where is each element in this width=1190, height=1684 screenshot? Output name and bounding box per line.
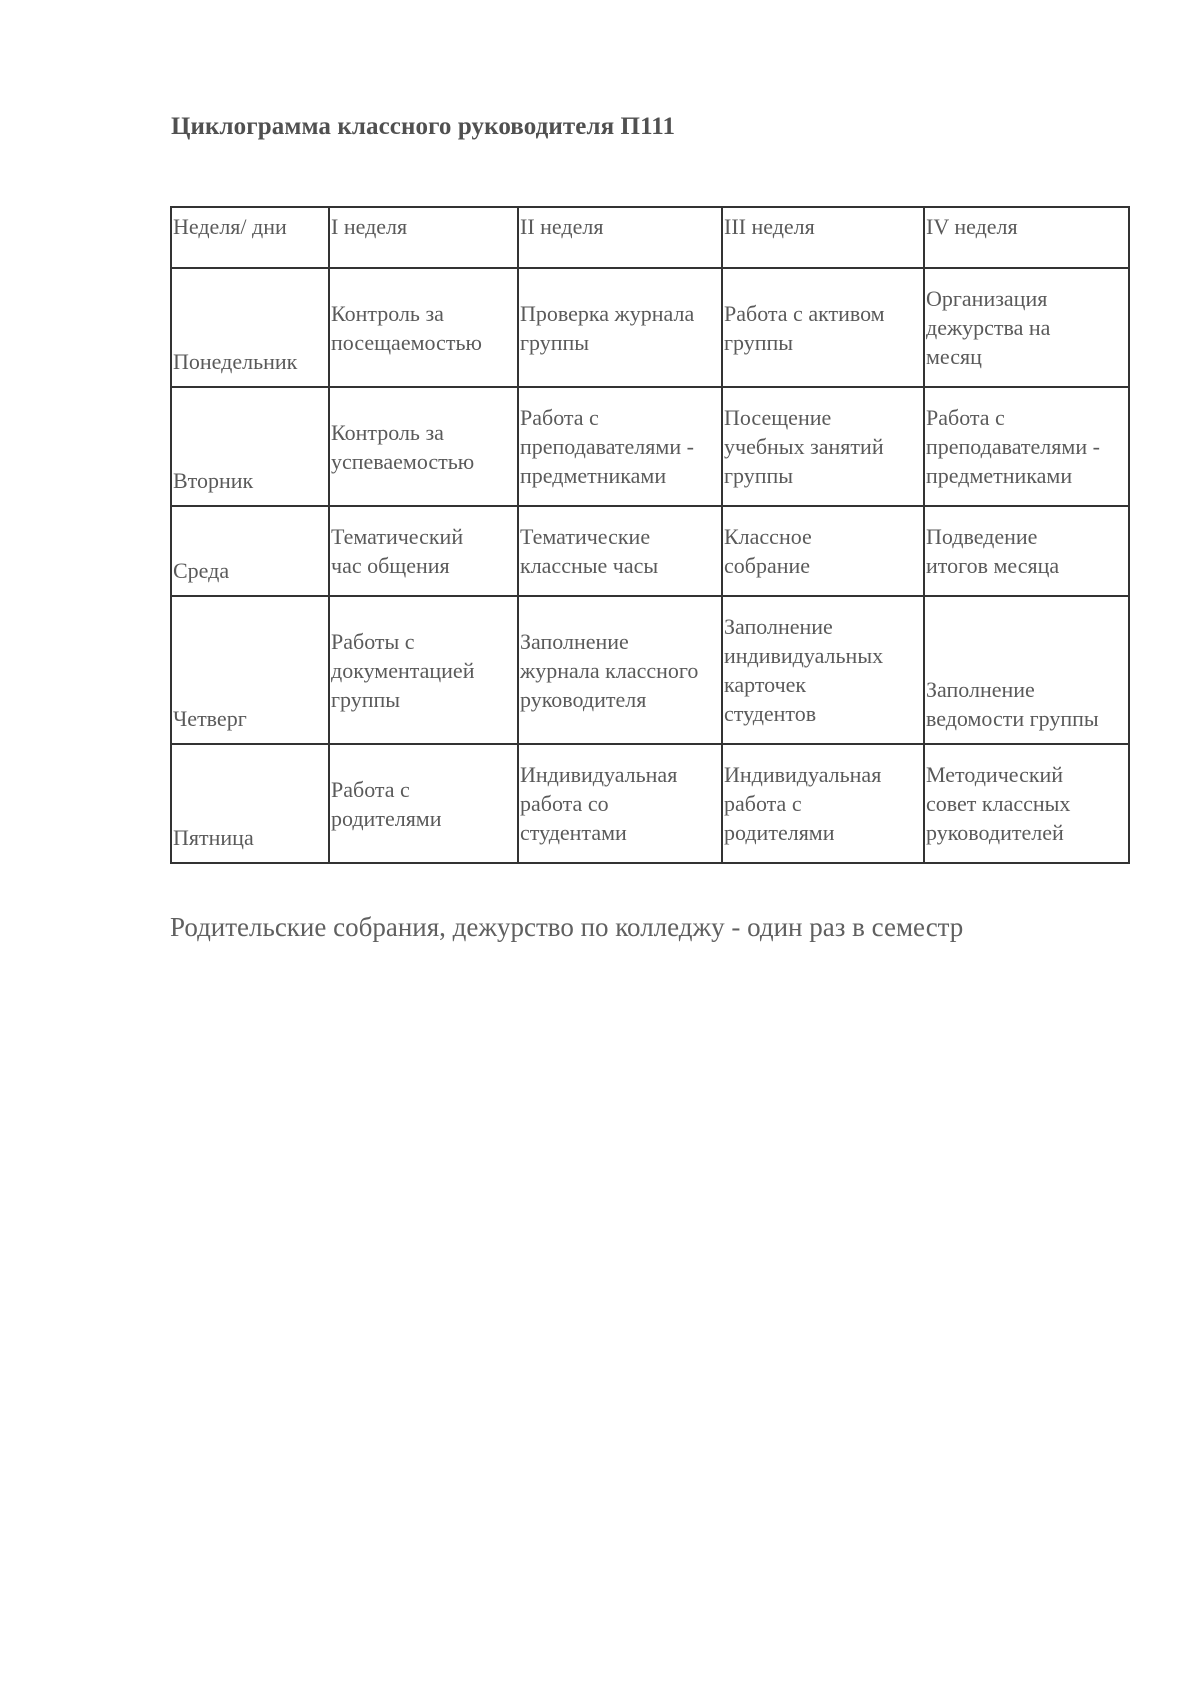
cell-line: предметниками [520,463,667,488]
table-cell [924,387,1129,506]
cell-line: преподавателями - [926,434,1100,459]
cell-line: месяц [926,344,982,369]
cell-line: группы [520,329,590,355]
cell-line: Заполнение [724,614,833,639]
day-cell-thursday: Четверг [171,596,329,744]
cell-line: родителями [724,820,835,845]
table-cell [329,506,518,596]
cell-line: классные часы [520,553,659,578]
cell-line: Проверка журнала [520,300,695,326]
day-cell-tuesday: Вторник [171,387,329,506]
cell-line: дежурства на [926,315,1051,340]
table-cell [722,506,924,596]
header-cell-week-3: III неделя [722,207,924,268]
table-cell [518,744,722,863]
cell-line: работа с [724,791,802,816]
cell-line: посещаемостью [331,329,482,355]
cell-line: Работа с [520,405,599,430]
table-cell [518,506,722,596]
cell-line: предметниками [926,463,1073,488]
table-header-row [171,207,1129,268]
cell-line: Методический [926,762,1064,787]
cell-line: Классное [724,524,812,549]
cell-line: час общения [331,553,450,578]
table-cell [722,387,924,506]
cell-line: индивидуальных [724,643,884,668]
cell-line: Заполнение [520,628,629,654]
cell-line: студентов [724,701,817,726]
cell-line: журнала классного [520,657,699,683]
header-cell-days: Неделя/ дни [171,207,329,268]
cell-line: преподавателями - [520,434,694,459]
table-cell [329,387,518,506]
cell-line: итогов месяца [926,553,1060,578]
table-cell [518,387,722,506]
cell-line: Посещение [724,405,832,430]
table-cell [924,268,1129,387]
table-row-tuesday [171,387,1129,506]
header-cell-week-2: II неделя [518,207,722,268]
day-cell-monday: Понедельник [171,268,329,387]
cell-line: Тематический [331,524,464,549]
cell-line: Тематические [520,524,651,549]
day-cell-wednesday: Среда [171,506,329,596]
cell-line: группы [724,329,794,355]
cell-line: Организация [926,286,1048,311]
table-cell [329,596,518,744]
table-cell [722,268,924,387]
table-cell [924,596,1129,744]
table-cell [518,596,722,744]
cell-line: Заполнение [926,677,1035,702]
cell-line: родителями [331,805,442,831]
document-title: Циклограмма классного руководителя П111 [171,113,676,140]
table-row-thursday [171,596,1129,744]
cell-line: Работа с [331,776,410,802]
cell-line: успеваемостью [331,448,475,474]
header-cell-week-4: IV неделя [924,207,1129,268]
table-row-friday [171,744,1129,863]
table-cell [924,744,1129,863]
cell-line: работа со [520,791,609,816]
cell-line: документацией [331,657,475,683]
cell-line: группы [331,686,401,712]
cell-line: руководителей [926,820,1064,845]
cell-line: совет классных [926,791,1071,816]
table-cell [722,596,924,744]
schedule-table [170,206,1130,864]
cell-line: Подведение [926,524,1038,549]
header-cell-week-1: I неделя [329,207,518,268]
cell-line: карточек [724,672,807,697]
cell-line: Работа с активом [724,300,885,326]
cell-line: Индивидуальная [724,762,882,787]
table-row-wednesday [171,506,1129,596]
table-cell [924,506,1129,596]
cell-line: студентами [520,820,627,845]
footer-note: Родительские собрания, дежурство по колледжу - один раз в семестр [170,912,964,942]
cell-line: ведомости группы [926,706,1099,731]
cell-line: учебных занятий [724,434,884,459]
table-cell [329,268,518,387]
cell-line: Индивидуальная [520,762,678,787]
cell-line: собрание [724,553,811,578]
cell-line: Работа с [926,405,1005,430]
day-cell-friday: Пятница [171,744,329,863]
table-cell [722,744,924,863]
table-row-monday [171,268,1129,387]
cell-line: руководителя [520,686,647,712]
cell-line: группы [724,463,794,488]
table-cell [518,268,722,387]
cell-line: Контроль за [331,419,444,445]
cell-line: Контроль за [331,300,444,326]
cell-line: Работы с [331,628,415,654]
table-cell [329,744,518,863]
